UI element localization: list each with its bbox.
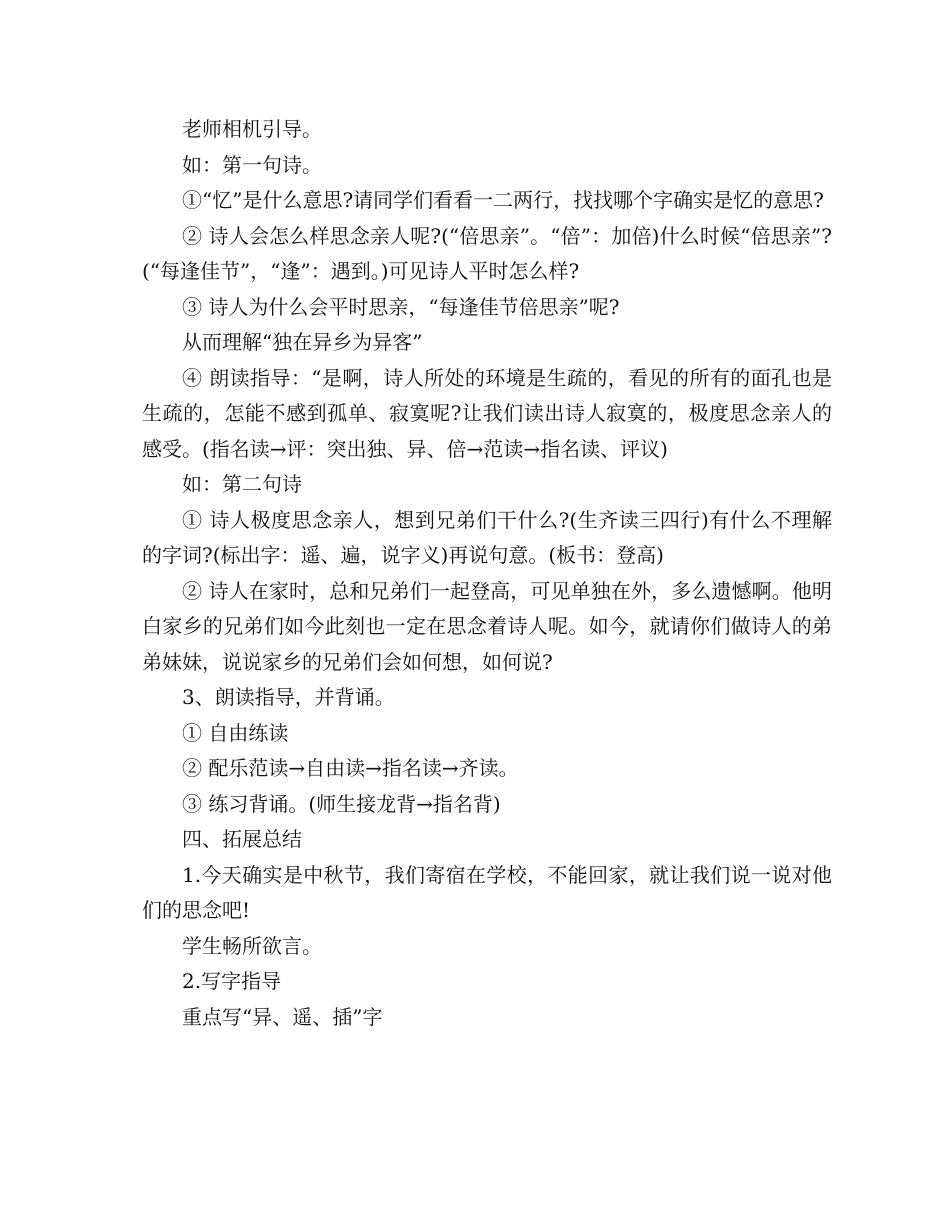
paragraph: ① 诗人极度思念亲人，想到兄弟们干什么?(生齐读三四行)有什么不理解的字词?(标出字：遥、遍，说字义)再说句意。(板书：登高) — [142, 507, 832, 567]
paragraph: 1.今天确实是中秋节，我们寄宿在学校，不能回家，就让我们说一说对他们的思念吧! — [142, 862, 832, 922]
paragraph: 2.写字指导 — [182, 969, 282, 993]
paragraph: 如：第一句诗。 — [182, 152, 322, 177]
paragraph: ④ 朗读指导：“是啊，诗人所处的环境是生疏的，看见的所有的面孔也是生疏的，怎能不感到孤单、寂寞呢?让我们读出诗人寂寞的，极度思念亲人的感受。(指名读→评：突出独、异、倍→范读→指名读、评议) — [142, 365, 832, 461]
paragraph: 老师相机引导。 — [182, 117, 322, 141]
paragraph: ① 自由练读 — [182, 720, 289, 745]
paragraph: 如：第二句诗 — [182, 472, 302, 496]
paragraph: 重点写“异、遥、插”字 — [182, 1004, 383, 1029]
paragraph: ③ 练习背诵。(师生接龙背→指名背) — [182, 791, 501, 816]
paragraph: ①“忆”是什么意思?请同学们看看一二两行，找找哪个字确实是忆的意思? — [182, 188, 824, 212]
paragraph: ② 诗人在家时，总和兄弟们一起登高，可见单独在外，多么遗憾啊。他明白家乡的兄弟们如今此刻也一定在思念着诗人呢。如今，就请你们做诗人的弟弟妹妹，说说家乡的兄弟们会如何想，如何说? — [142, 578, 832, 674]
paragraph: 四、拓展总结 — [182, 827, 302, 851]
document-body — [142, 112, 832, 1035]
paragraph: ② 诗人会怎么样思念亲人呢?(“倍思亲”。“倍”：加倍)什么时候“倍思亲”?(“每逢佳节”，“逢”：遇到。)可见诗人平时怎么样? — [142, 223, 832, 283]
paragraph: 3、朗读指导，并背诵。 — [182, 685, 395, 709]
paragraph: ③ 诗人为什么会平时思亲，“每逢佳节倍思亲”呢? — [182, 294, 620, 319]
paragraph: 从而理解“独在异乡为异客” — [182, 330, 423, 354]
paragraph: 学生畅所欲言。 — [182, 933, 322, 958]
paragraph: ② 配乐范读→自由读→指名读→齐读。 — [182, 756, 519, 780]
